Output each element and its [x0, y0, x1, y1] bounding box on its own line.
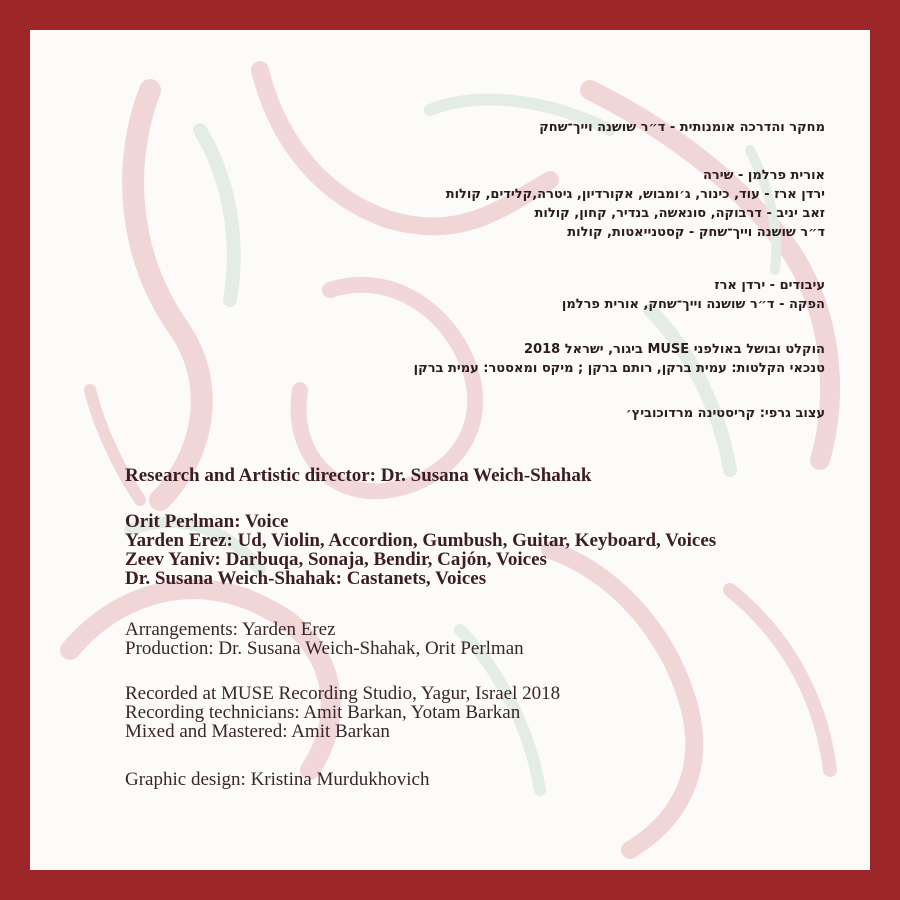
hebrew-graphic-design: עצוב גרפי: קריסטינה מרדוכוביץ׳ [625, 406, 825, 421]
hebrew-credits [562, 276, 825, 314]
hebrew-technicians: טנכאי הקלטות: עמית ברקן, רותם ברקן ; מיקס ומאסטר: עמית ברקן [413, 361, 825, 376]
hebrew-arrangements: עיבודים - ירדן ארז [714, 278, 825, 293]
hebrew-performer-line: זאב יניב - דרבוקה, סונאשה, בנדיר, קחון, קולות [534, 206, 825, 221]
english-recording [125, 684, 560, 741]
english-performers [125, 512, 716, 588]
hebrew-performer-line: ד״ר שושנה וייך־שחק - קסטנייאטות, קולות [567, 225, 825, 240]
hebrew-research: מחקר והדרכה אומנותית - ד״ר שושנה וייך־שחק [539, 120, 825, 135]
watercolor-hamsa-background [30, 30, 870, 870]
hebrew-recording [414, 340, 825, 378]
english-technicians: Recording technicians: Amit Barkan, Yotam Barkan [125, 702, 521, 723]
english-credits [125, 620, 524, 658]
english-production: Production: Dr. Susana Weich-Shahak, Orit Perlman [125, 638, 524, 659]
hebrew-performers [446, 166, 825, 242]
english-arrangements: Arrangements: Yarden Erez [125, 619, 336, 640]
english-performer-line: Zeev Yaniv: Darbuqa, Sonaja, Bendir, Cajón, Voices [125, 549, 547, 570]
english-research: Research and Artistic director: Dr. Susana Weich-Shahak [125, 465, 592, 486]
english-mixed: Mixed and Mastered: Amit Barkan [125, 721, 390, 742]
hebrew-performer-line: אורית פרלמן - שירה [703, 168, 825, 183]
english-recorded: Recorded at MUSE Recording Studio, Yagur, Israel 2018 [125, 683, 561, 704]
english-graphic-design: Graphic design: Kristina Murdukhovich [125, 769, 430, 790]
hebrew-production: הפקה - ד״ר שושנה וייך־שחק, אורית פרלמן [561, 297, 825, 312]
english-performer-line: Dr. Susana Weich-Shahak: Castanets, Voices [125, 568, 487, 589]
english-performer-line: Yarden Erez: Ud, Violin, Accordion, Gumbush, Guitar, Keyboard, Voices [125, 530, 717, 551]
credits-page [30, 30, 870, 870]
english-performer-line: Orit Perlman: Voice [125, 511, 289, 532]
hebrew-recorded: הוקלט ובושל באולפני MUSE ביגור, ישראל 2018 [524, 342, 825, 357]
hebrew-performer-line: ירדן ארז - עוד, כינור, ג׳ומבוש, אקורדיון, גיטרה,קלידים, קולות [445, 187, 825, 202]
